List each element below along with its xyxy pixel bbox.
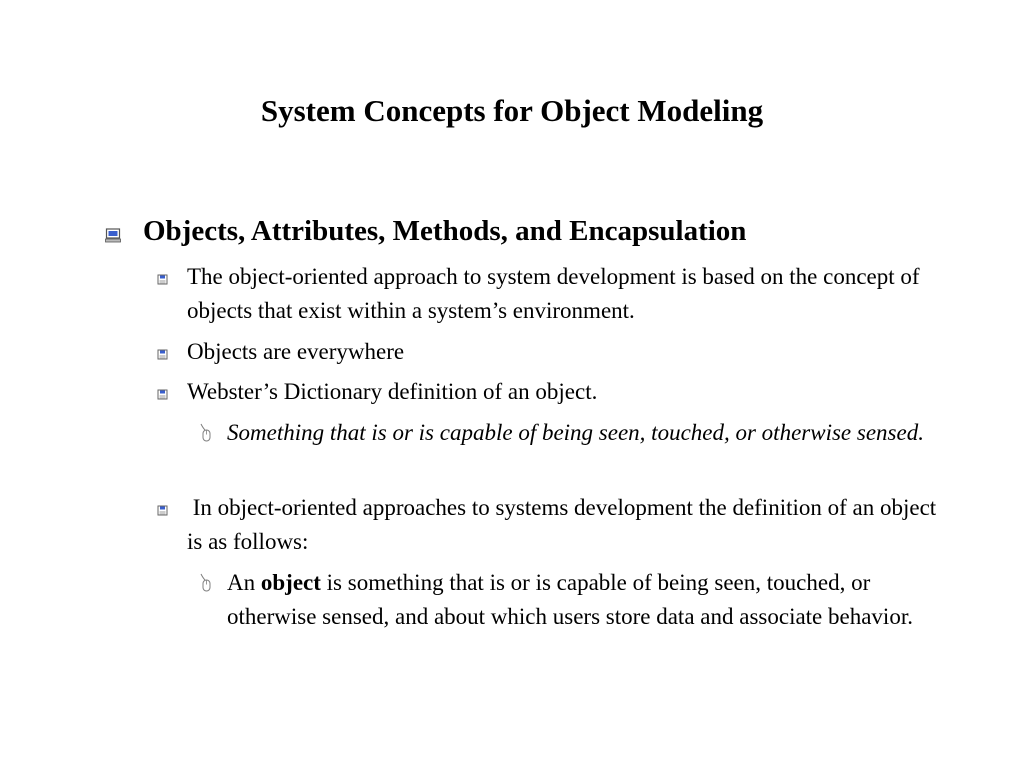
list-item [198, 566, 958, 634]
bullet-text: Something that is or is capable of being seen, touched, or otherwise sensed. [227, 420, 924, 445]
bullet-text: The object-oriented approach to system development is based on the concept of objects that exist within a system’s environment. [187, 264, 920, 323]
list-item [155, 335, 955, 369]
floppy-disk-icon [155, 260, 169, 294]
list-item [155, 375, 955, 409]
bullet-text: Webster’s Dictionary definition of an object. [187, 379, 598, 404]
bullet-text-prefix: An [227, 570, 261, 595]
heading-text: Objects, Attributes, Methods, and Encapsulation [143, 215, 747, 247]
floppy-disk-icon [155, 335, 169, 369]
bullet-text: Objects are everywhere [187, 339, 405, 364]
list-item [155, 260, 955, 328]
slide-title: System Concepts for Object Modeling [260, 93, 764, 128]
floppy-disk-icon [155, 491, 169, 525]
floppy-disk-icon [155, 375, 169, 409]
bullet-text [227, 566, 958, 634]
mouse-icon [198, 566, 212, 600]
computer-icon [105, 212, 121, 250]
bullet-text: In object-oriented approaches to systems development the definition of an object is as follows: [187, 495, 942, 554]
heading-bullet [105, 212, 965, 250]
bullet-text-suffix: is something that is or is capable of being seen, touched, or otherwise sensed, and about which users store data and associate behavior. [227, 570, 913, 629]
mouse-icon [198, 416, 212, 450]
list-item [155, 491, 955, 559]
list-item [198, 416, 958, 450]
bullet-text-bold: object [260, 570, 321, 595]
